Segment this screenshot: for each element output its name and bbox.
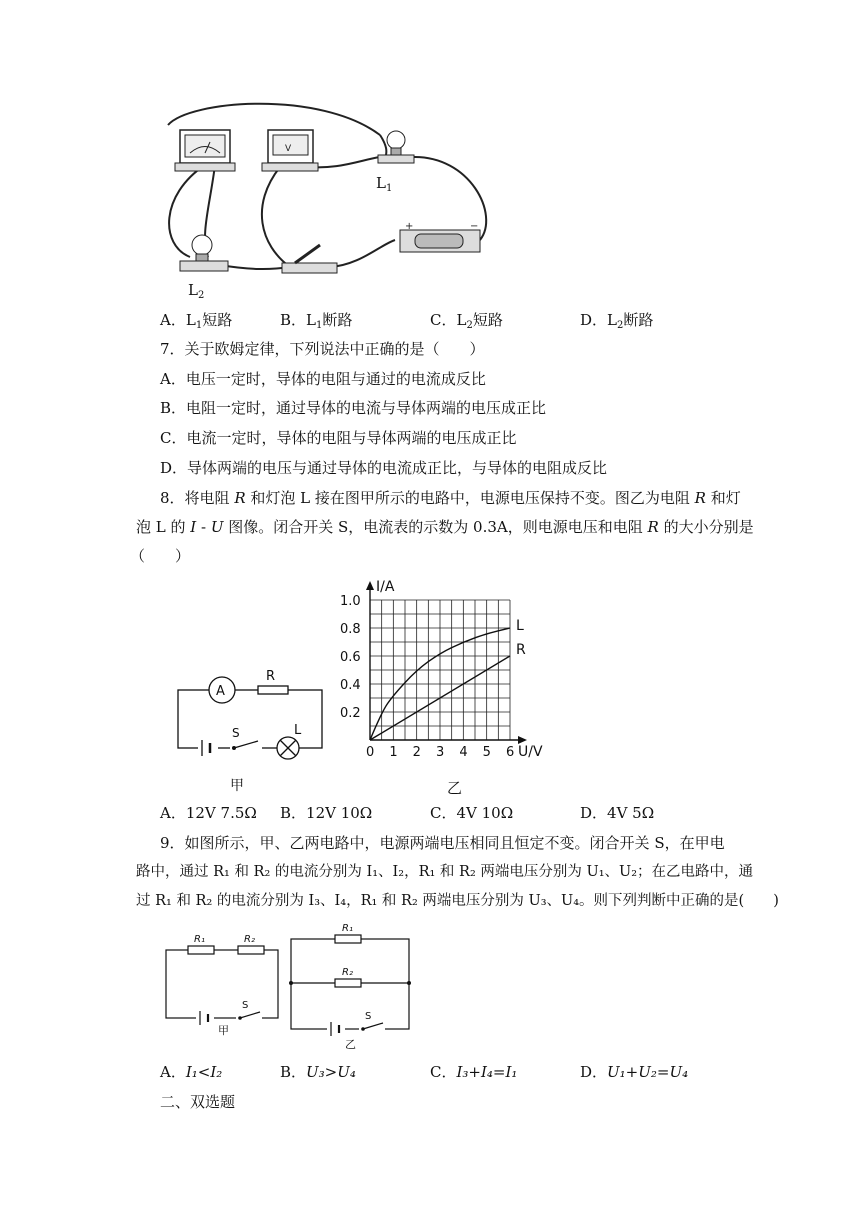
- fig6-label-l2: $L_2$: [188, 281, 205, 301]
- q6-option-b[interactable]: B．$L_1$断路: [280, 311, 353, 331]
- q8-stem-line2: 泡 L 的 I - U 图像。闭合开关 S，电流表的示数为 0.3A，则电源电压和电阻 R 的大小分别是: [136, 518, 754, 536]
- q8-option-d[interactable]: D．4V 5Ω: [580, 804, 655, 822]
- q9-caption-yi: 乙: [345, 1038, 356, 1050]
- chart-caption-yi: 乙: [447, 779, 463, 797]
- q7-option-c[interactable]: C．电流一定时，导体的电阻与导体两端的电压成正比: [160, 429, 517, 447]
- y-tick-label: 0.6: [340, 650, 361, 665]
- x-axis-label: U/V: [518, 744, 543, 760]
- q7-option-b[interactable]: B．电阻一定时，通过导体的电流与导体两端的电压成正比: [160, 399, 547, 417]
- jia-switch-label: S: [242, 1000, 249, 1011]
- q8-option-c[interactable]: C．4V 10Ω: [430, 804, 514, 822]
- battery-minus-sign: −: [470, 221, 479, 232]
- q8-stem-line1: 8．将电阻 R 和灯泡 L 接在图甲所示的电路中，电源电压保持不变。图乙为电阻 R 和灯: [160, 489, 741, 507]
- q8-stem-line3: （ ）: [130, 547, 191, 565]
- q7-option-d[interactable]: D．导体两端的电压与通过导体的电流成正比，与导体的电阻成反比: [160, 459, 608, 477]
- x-tick-label: 1: [389, 745, 398, 760]
- q6-option-c[interactable]: C．$L_2$短路: [430, 311, 503, 331]
- series-label-L: L: [516, 618, 524, 634]
- q8-option-a[interactable]: A．12V 7.5Ω: [160, 804, 257, 822]
- q8-option-b[interactable]: B．12V 10Ω: [280, 804, 373, 822]
- q8-circuit-jia: [170, 660, 330, 795]
- resistor-label: R: [266, 669, 276, 684]
- q7-option-a[interactable]: A．电压一定时，导体的电阻与通过的电流成反比: [160, 370, 486, 388]
- battery-plus-sign: +: [405, 221, 414, 232]
- switch-label: S: [232, 726, 240, 740]
- y-tick-label: 0.2: [340, 706, 361, 721]
- jia-r2-label: R₂: [244, 934, 255, 945]
- yi-switch-label: S: [365, 1011, 372, 1022]
- q9-caption-jia: 甲: [218, 1024, 229, 1037]
- series-label-R: R: [516, 642, 526, 658]
- q9-option-d[interactable]: D．U₁+U₂=U₄: [580, 1063, 689, 1081]
- q9-circuit-yi: [285, 915, 415, 1050]
- y-tick-label: 1.0: [340, 594, 361, 609]
- x-tick-label: 0: [366, 745, 375, 760]
- y-axis-arrow: [366, 581, 374, 590]
- y-tick-label: 0.4: [340, 678, 361, 693]
- x-tick-label: 5: [482, 745, 491, 760]
- x-tick-label: 4: [459, 745, 468, 760]
- q9-option-a[interactable]: A．I₁<I₂: [160, 1063, 223, 1081]
- y-axis-label: I/A: [376, 579, 395, 595]
- section-heading-double-choice: 二、双选题: [160, 1093, 236, 1111]
- q9-circuit-jia: [160, 928, 285, 1038]
- circuit-caption-jia: 甲: [230, 778, 244, 794]
- x-tick-label: 2: [412, 745, 421, 760]
- q9-stem-line1: 9．如图所示，甲、乙两电路中，电源两端电压相同且恒定不变。闭合开关 S，在甲电: [160, 834, 725, 852]
- ammeter-label: A: [216, 684, 225, 699]
- x-axis-arrow: [518, 736, 527, 744]
- q8-iu-chart: [335, 575, 555, 800]
- q6-option-d[interactable]: D．$L_2$断路: [580, 311, 654, 331]
- q6-option-a[interactable]: A．$L_1$短路: [160, 311, 233, 331]
- svg-text:V: V: [285, 144, 292, 154]
- q7-stem: 7．关于欧姆定律，下列说法中正确的是（ ）: [160, 340, 485, 358]
- q6-circuit-figure: [150, 95, 500, 300]
- y-tick-label: 0.8: [340, 622, 361, 637]
- jia-r1-label: R₁: [194, 934, 205, 945]
- yi-r2-label: R₂: [342, 967, 353, 978]
- yi-r1-label: R₁: [342, 923, 353, 934]
- x-tick-label: 6: [506, 745, 515, 760]
- lamp-label: L: [294, 723, 302, 738]
- q9-stem-line2: 路中，通过 R₁ 和 R₂ 的电流分别为 I₁、I₂，R₁ 和 R₂ 两端电压分别为 U₁、U₂；在乙电路中，通: [136, 864, 754, 880]
- q9-stem-line3: 过 R₁ 和 R₂ 的电流分别为 I₃、I₄，R₁ 和 R₂ 两端电压分别为 U₃、U₄。则下列判断中正确的是( ): [136, 893, 779, 909]
- x-tick-label: 3: [436, 745, 445, 760]
- q9-option-b[interactable]: B．U₃>U₄: [280, 1063, 356, 1081]
- fig6-label-l1: $L_1$: [376, 174, 393, 194]
- q9-option-c[interactable]: C．I₃+I₄=I₁: [430, 1063, 518, 1081]
